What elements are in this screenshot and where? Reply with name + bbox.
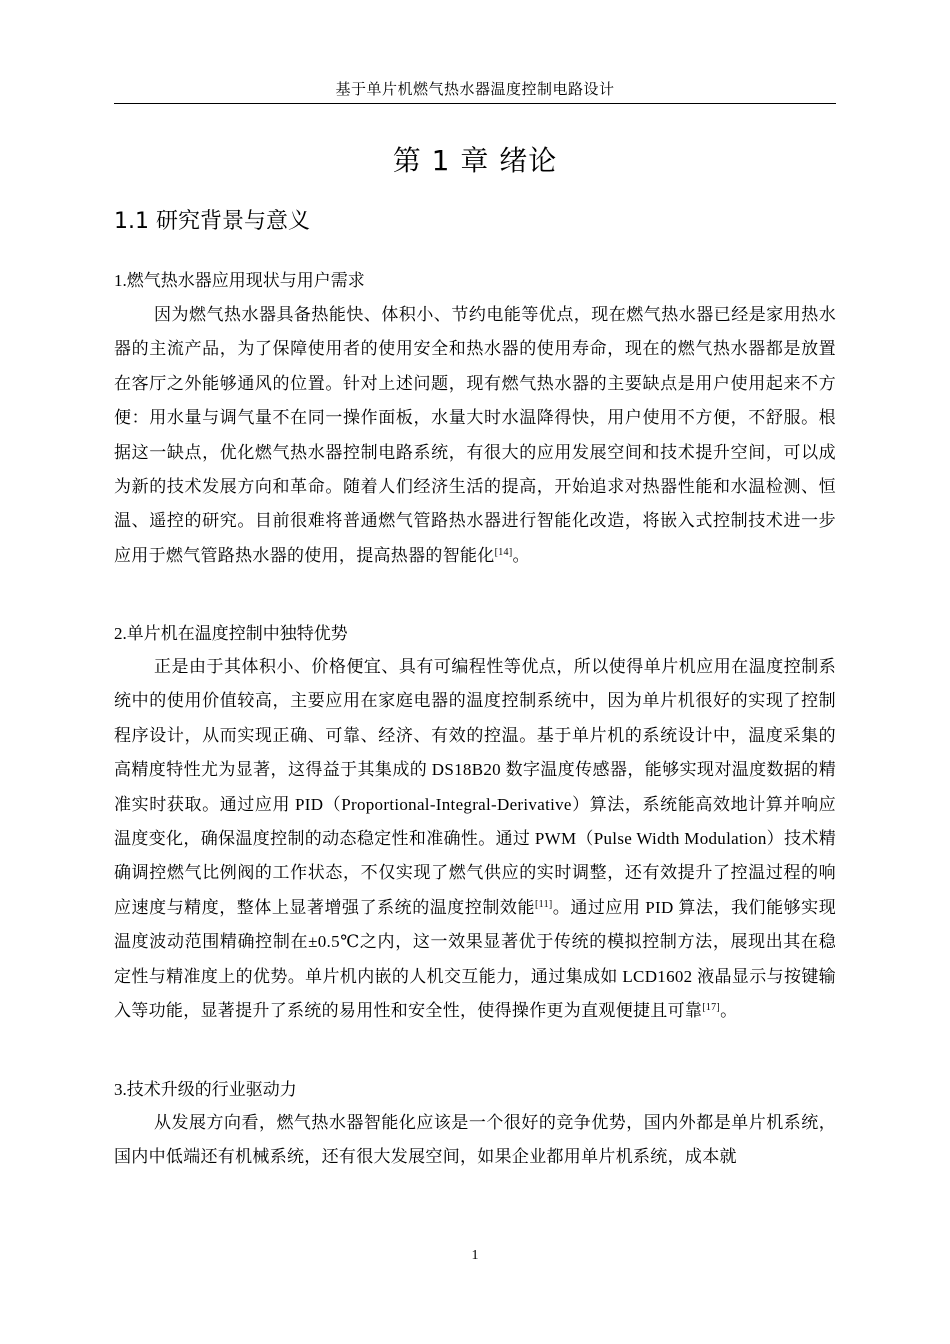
paragraph-2-text-a: 正是由于其体积小、价格便宜、具有可编程性等优点，所以使得单片机应用在温度控制系统中的使用价值较高，主要应用在家庭电器的温度控制系统中，因为单片机很好的实现了控制程序设计，从而实现正确、可靠、经济、有效的控温。基于单片机的系统设计中，温度采集的高精度特性尤为显著，这得益于其集成的 DS18B20 数字温度传感器，能够实现对温度数据的精准实时获取。通过应用 PID（Proportional-Integral-Derivative）算法，系统能高效地计算并响应温度变化，确保温度控制的动态稳定性和准确性。通过 PWM（Pulse Width Modulation）技术精确调控燃气比例阀的工作状态，不仅实现了燃气供应的实时调整，还有效提升了控温过程的响应速度与精度，整体上显著增强了系统的温度控制效能 [114, 657, 836, 917]
subsection-body-1 [114, 298, 836, 573]
running-header: 基于单片机燃气热水器温度控制电路设计 [335, 82, 615, 98]
header-rule [114, 103, 836, 104]
section-title: 1.1 研究背景与意义 [114, 209, 310, 234]
paragraph-1-text: 因为燃气热水器具备热能快、体积小、节约电能等优点，现在燃气热水器已经是家用热水器的主流产品，为了保障使用者的使用安全和热水器的使用寿命，现在的燃气热水器都是放置在客厅之外能够通风的位置。针对上述问题，现有燃气热水器的主要缺点是用户使用起来不方便：用水量与调气量不在同一操作面板，水量大时水温降得快，用户使用不方便，不舒服。根据这一缺点，优化燃气热水器控制电路系统，有很大的应用发展空间和技术提升空间，可以成为新的技术发展方向和革命。随着人们经济生活的提高，开始追求对热器性能和水温检测、恒温、遥控的研究。目前很难将普通燃气管路热水器进行智能化改造，将嵌入式控制技术进一步应用于燃气管路热水器的使用，提高热器的智能化 [114, 305, 836, 565]
subsection-body-2 [114, 650, 836, 1028]
paragraph-2 [114, 650, 836, 1028]
citation-14: [14] [494, 546, 513, 558]
subsection-body-3 [114, 1106, 836, 1175]
paragraph-2-text-b: 。通过应用 PID 算法，我们能够实现温度波动范围精确控制在±0.5℃之内，这一效果显著优于传统的模拟控制方法，展现出其在稳定性与精准度上的优势。单片机内嵌的人机交互能力，通过集成如 LCD1602 液晶显示与按键输入等功能，显著提升了系统的易用性和安全性，使得操作更为直观便捷且可靠 [114, 897, 837, 1021]
citation-11: [11] [535, 898, 553, 910]
paragraph-3: 从发展方向看，燃气热水器智能化应该是一个很好的竞争优势，国内外都是单片机系统，国内中低端还有机械系统，还有很大发展空间，如果企业都用单片机系统，成本就 [114, 1113, 836, 1167]
citation-17: [17] [702, 1002, 721, 1014]
subsection-heading-2: 2.单片机在温度控制中独特优势 [114, 624, 348, 643]
paragraph-1-end: 。 [512, 545, 530, 565]
chapter-title: 第 1 章 绪论 [392, 144, 558, 177]
paragraph-2-end: 。 [720, 1001, 738, 1021]
subsection-heading-3: 3.技术升级的行业驱动力 [114, 1080, 297, 1099]
subsection-heading-1: 1.燃气热水器应用现状与用户需求 [114, 271, 365, 290]
page-number: 1 [471, 1248, 479, 1263]
paragraph-1 [114, 298, 836, 573]
